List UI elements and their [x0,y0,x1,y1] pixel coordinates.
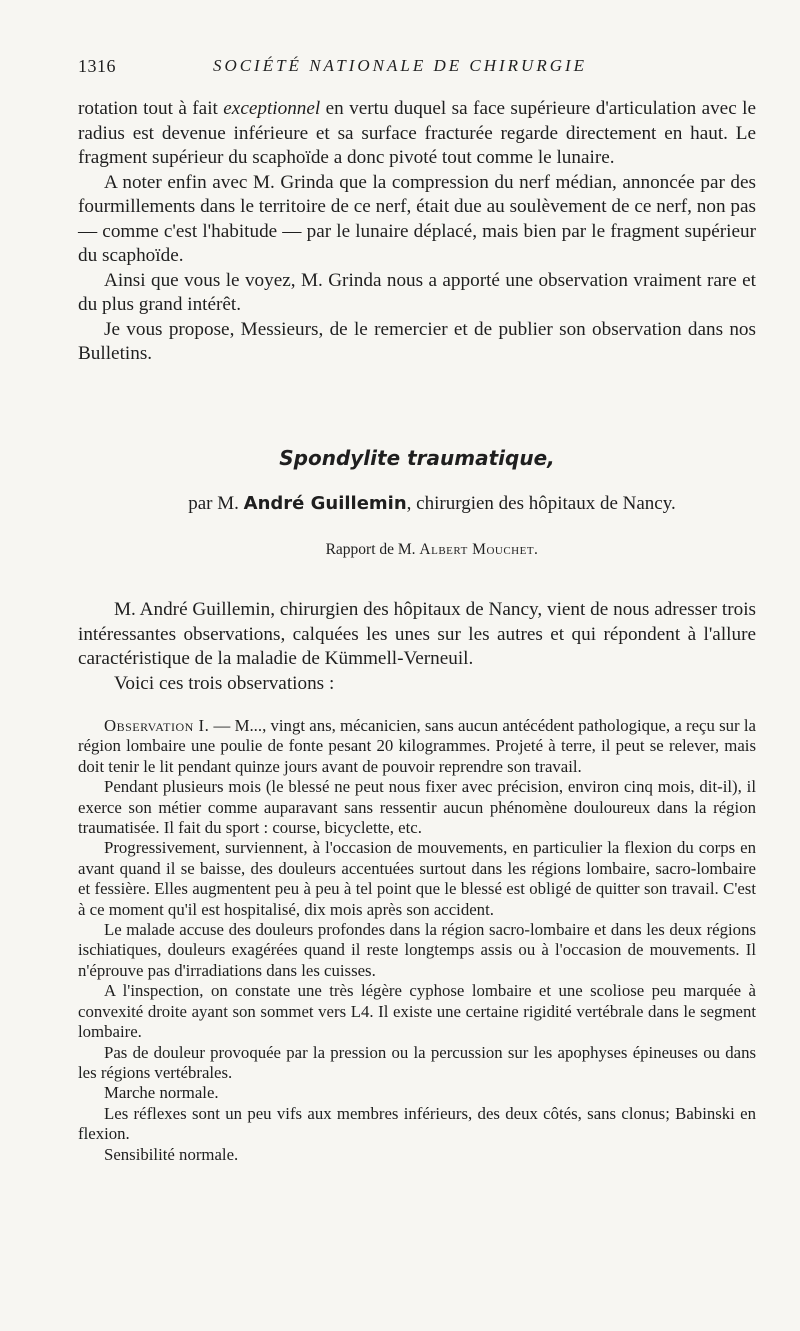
journal-title: SOCIÉTÉ NATIONALE DE CHIRURGIE [212,56,588,75]
intro-section [78,97,756,367]
observation-paragraph: Pendant plusieurs mois (le blessé ne peut nous fixer avec précision, environ cinq mois, dit-il), il exerce son métier comme auparavant sans ressentir aucun phénomène douloureux dans la région traumatisée. Il fait du sport : course, bicyclette, etc. [78,777,756,838]
intro-paragraph: rotation tout à fait exceptionnel en vertu duquel sa face supérieure d'articulation avec le radius est devenue inférieure et sa surface fracturée regarde directement en haut. Le fragment supérieur du scaphoïde a donc pivoté tout comme le lunaire. [78,98,756,168]
intro-paragraph: A noter enfin avec M. Grinda que la compression du nerf médian, annoncée par des fourmillements dans le territoire de ce nerf, était due au soulèvement de ce nerf, non pas — comme c'est l'habitude — par le lunaire déplacé, mais bien par le fragment supérieur du scaphoïde. [78,171,756,266]
observation-paragraph: Les réflexes sont un peu vifs aux membres inférieurs, des deux côtés, sans clonus; Babinski en flexion. [78,1103,756,1144]
emphasis-text: exceptionnel [223,98,321,119]
observation-paragraph: Marche normale. [104,1083,219,1103]
running-header [78,56,722,84]
observation-paragraph: Le malade accuse des douleurs profondes dans la région sacro-lombaire et dans les deux régions ischiatiques, douleurs exagérées quand il reste longtemps assis ou à l'occasion de mouvements. Il n'éprouve pas d'irradiations dans les cuisses. [78,920,756,980]
observation-paragraph: Progressivement, surviennent, à l'occasion de mouvements, en particulier la flexion du corps en avant quand il se baisse, des douleurs accentuées surtout dans les régions lombaire, sacro-lombaire et fessière. Elles augmentent peu à peu à tel point que le blessé est obligé de quitter son travail. C'est à ce moment qu'il est hospitalisé, dix mois après son accident. [78,838,756,919]
reporter-name: Albert Mouchet. [419,541,539,558]
intro-paragraph: Je vous propose, Messieurs, de le remercier et de publier son observation dans nos Bulletins. [78,318,756,364]
body-paragraph: Voici ces trois observations : [114,672,335,694]
observation-section [78,716,756,1165]
intro-paragraph: Ainsi que vous le voyez, M. Grinda nous a apporté une observation vraiment rare et du plus grand intérêt. [78,269,756,315]
observation-paragraph: Sensibilité normale. [104,1144,239,1164]
observation-paragraph: Observation I. — M..., vingt ans, mécanicien, sans aucun antécédent pathologique, a reçu sur la région lombaire une poulie de fonte pesant 20 kilogrammes. Projeté à terre, il peut se relever, mais doit tenir le lit pendant quinze jours avant de pouvoir reprendre son travail. [78,716,756,776]
page-number: 1316 [78,56,116,76]
article-byline: par M. André Guillemin, chirurgien des hôpitaux de Nancy. [188,493,676,514]
report-line: Rapport de M. Albert Mouchet. [325,541,539,558]
article-title: Spondylite traumatique, [279,446,555,470]
body-paragraph: M. André Guillemin, chirurgien des hôpitaux de Nancy, vient de nous adresser trois intéressantes observations, calquées les unes sur les autres et qui répondent à l'allure caractéristique de la maladie de Kümmell-Verneuil. [78,599,756,669]
report-body [78,598,756,696]
observation-label: Observation I. [104,716,210,735]
observation-paragraph: Pas de douleur provoquée par la pression ou la percussion sur les apophyses épineuses ou dans les régions vertébrales. [78,1042,756,1082]
observation-paragraph: A l'inspection, on constate une très légère cyphose lombaire et une scoliose peu marquée à convexité droite ayant son sommet vers L4. Il existe une certaine rigidité vertébrale dans le segment lombaire. [78,981,756,1042]
author-name: André Guillemin [243,493,407,514]
